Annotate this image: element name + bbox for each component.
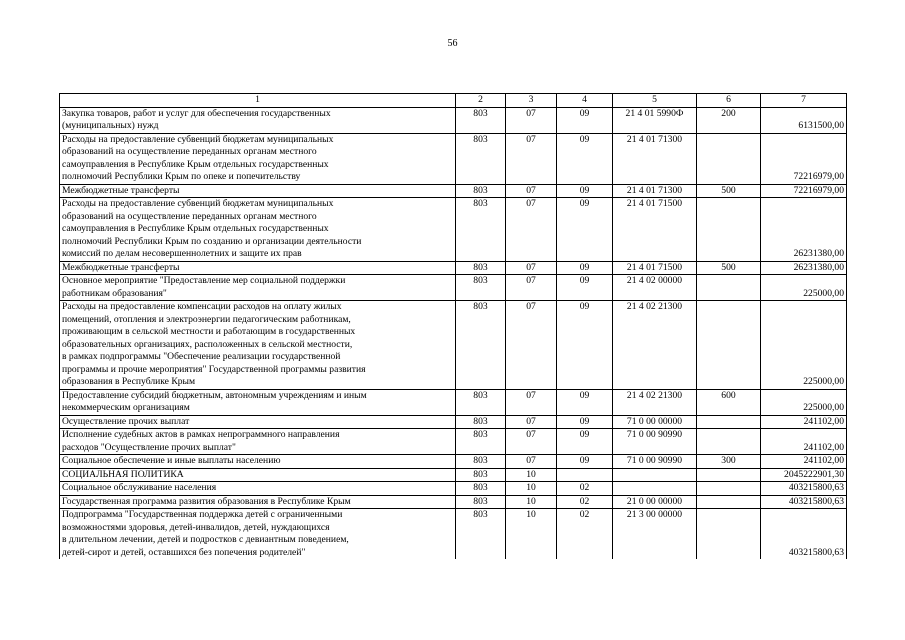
expense-name xyxy=(60,184,456,198)
expense-name-line: комиссий по делам несовершеннолетних и защите их прав xyxy=(62,248,302,259)
subsection-code: 09 xyxy=(557,455,613,469)
expense-name xyxy=(60,429,456,455)
expense-type-code xyxy=(697,133,761,184)
amount: 403215800,63 xyxy=(761,482,847,496)
table-row xyxy=(60,275,847,301)
expense-name xyxy=(60,133,456,184)
column-header-2: 2 xyxy=(456,94,506,108)
expense-name-line: работникам образования" xyxy=(62,287,167,299)
expense-name-line: расходов "Осуществление прочих выплат" xyxy=(62,441,236,453)
expense-name xyxy=(60,261,456,275)
expense-type-code: 500 xyxy=(697,184,761,198)
ministry-code: 803 xyxy=(456,468,506,482)
subsection-code: 02 xyxy=(557,482,613,496)
amount: 225000,00 xyxy=(761,275,847,301)
subsection-code: 02 xyxy=(557,495,613,509)
target-code: 71 0 00 90990 xyxy=(613,455,697,469)
subsection-code xyxy=(557,468,613,482)
expense-name xyxy=(60,482,456,496)
expense-name xyxy=(60,301,456,390)
budget-table xyxy=(59,93,847,559)
expense-name xyxy=(60,455,456,469)
expense-name-line: (муниципальных) нужд xyxy=(62,120,159,131)
expense-name-line: Государственная программа развития образования в Республике Крым xyxy=(62,495,351,507)
section-code: 07 xyxy=(506,184,557,198)
target-code: 21 3 00 00000 xyxy=(613,509,697,560)
column-header-row xyxy=(60,94,847,108)
expense-name-line: детей-сирот и детей, оставшихся без попечения родителей" xyxy=(62,546,306,558)
expense-name-line: образовательных организациях, расположенных в сельской местности, xyxy=(62,338,353,350)
expense-name xyxy=(60,198,456,262)
expense-name-line: некоммерческим организациям xyxy=(62,402,190,413)
ministry-code: 803 xyxy=(456,495,506,509)
amount: 241102,00 xyxy=(761,455,847,469)
section-code: 07 xyxy=(506,415,557,429)
section-code: 07 xyxy=(506,261,557,275)
column-header-7: 7 xyxy=(761,94,847,108)
section-code: 07 xyxy=(506,301,557,390)
subsection-code: 09 xyxy=(557,107,613,133)
expense-name-line: Расходы на предоставление субвенций бюджетам муниципальных xyxy=(62,133,334,145)
expense-name-line: Подпрограмма "Государственная поддержка детей с ограниченными xyxy=(62,509,343,520)
section-code: 10 xyxy=(506,509,557,560)
table-row xyxy=(60,133,847,184)
expense-name-line: Основное мероприятие "Предоставление мер социальной поддержки xyxy=(62,275,346,286)
expense-type-code xyxy=(697,495,761,509)
expense-name xyxy=(60,468,456,482)
expense-type-code: 200 xyxy=(697,107,761,133)
table-row xyxy=(60,495,847,509)
amount: 403215800,63 xyxy=(761,509,847,560)
target-code: 21 4 01 71300 xyxy=(613,133,697,184)
ministry-code: 803 xyxy=(456,107,506,133)
expense-type-code xyxy=(697,482,761,496)
target-code: 71 0 00 90990 xyxy=(613,429,697,455)
table-row xyxy=(60,389,847,415)
column-header-3: 3 xyxy=(506,94,557,108)
expense-type-code xyxy=(697,468,761,482)
expense-name-line: Закупка товаров, работ и услуг для обеспечения государственных xyxy=(62,107,331,119)
expense-name-line: полномочий Республики Крым по созданию и организации деятельности xyxy=(62,235,362,247)
target-code: 21 4 02 21300 xyxy=(613,389,697,415)
section-code: 07 xyxy=(506,107,557,133)
target-code: 21 4 01 5990Ф xyxy=(613,107,697,133)
section-code: 07 xyxy=(506,455,557,469)
expense-name-line: самоуправления в Республике Крым отдельных государственных xyxy=(62,223,329,234)
subsection-code: 09 xyxy=(557,275,613,301)
target-code: 21 0 00 00000 xyxy=(613,495,697,509)
amount: 2045222901,30 xyxy=(761,468,847,482)
section-code: 07 xyxy=(506,275,557,301)
ministry-code: 803 xyxy=(456,184,506,198)
section-code: 10 xyxy=(506,482,557,496)
expense-name-line: Расходы на предоставление субвенций бюджетам муниципальных xyxy=(62,198,334,209)
expense-name-line: Предоставление субсидий бюджетным, автономным учреждениям и иным xyxy=(62,389,367,401)
ministry-code: 803 xyxy=(456,429,506,455)
ministry-code: 803 xyxy=(456,133,506,184)
table-row xyxy=(60,482,847,496)
expense-name-line: программы и прочие мероприятия" Государственной программы развития xyxy=(62,363,366,375)
expense-name-line: в рамках подпрограммы "Обеспечение реализации государственной xyxy=(62,351,341,362)
expense-name-line: Социальное обеспечение и иные выплаты населению xyxy=(62,455,281,466)
target-code: 21 4 01 71500 xyxy=(613,198,697,262)
expense-type-code xyxy=(697,198,761,262)
table-row xyxy=(60,415,847,429)
table-row xyxy=(60,509,847,560)
amount: 72216979,00 xyxy=(761,184,847,198)
ministry-code: 803 xyxy=(456,415,506,429)
subsection-code: 09 xyxy=(557,198,613,262)
subsection-code: 09 xyxy=(557,389,613,415)
ministry-code: 803 xyxy=(456,455,506,469)
expense-name-line: возможностями здоровья, детей-инвалидов, детей, нуждающихся xyxy=(62,521,330,533)
table-row xyxy=(60,468,847,482)
expense-type-code: 600 xyxy=(697,389,761,415)
expense-name xyxy=(60,275,456,301)
expense-name-line: Межбюджетные трансферты xyxy=(62,184,180,196)
amount: 72216979,00 xyxy=(761,133,847,184)
subsection-code: 09 xyxy=(557,429,613,455)
expense-name-line: самоуправления в Республике Крым отдельных государственных xyxy=(62,158,329,170)
expense-name xyxy=(60,107,456,133)
target-code: 71 0 00 00000 xyxy=(613,415,697,429)
expense-name-line: Социальное обслуживание населения xyxy=(62,482,217,493)
expense-name xyxy=(60,389,456,415)
ministry-code: 803 xyxy=(456,301,506,390)
table-row xyxy=(60,301,847,390)
expense-name-line: в длительном лечении, детей и подростков с девиантным поведением, xyxy=(62,534,349,545)
expense-name-line: помещений, отопления и электроэнергии педагогическим работникам, xyxy=(62,313,351,325)
column-header-6: 6 xyxy=(697,94,761,108)
table-row xyxy=(60,261,847,275)
target-code: 21 4 01 71300 xyxy=(613,184,697,198)
amount: 225000,00 xyxy=(761,301,847,390)
expense-name-line: Исполнение судебных актов в рамках непрограммного направления xyxy=(62,429,340,440)
ministry-code: 803 xyxy=(456,261,506,275)
ministry-code: 803 xyxy=(456,389,506,415)
target-code: 21 4 02 21300 xyxy=(613,301,697,390)
target-code xyxy=(613,468,697,482)
expense-name xyxy=(60,495,456,509)
table-row xyxy=(60,107,847,133)
section-code: 10 xyxy=(506,495,557,509)
amount: 241102,00 xyxy=(761,429,847,455)
section-code: 07 xyxy=(506,198,557,262)
expense-type-code: 300 xyxy=(697,455,761,469)
table-row xyxy=(60,455,847,469)
expense-type-code xyxy=(697,275,761,301)
expense-name-line: образования в Республике Крым xyxy=(62,376,196,387)
amount: 225000,00 xyxy=(761,389,847,415)
amount: 241102,00 xyxy=(761,415,847,429)
ministry-code: 803 xyxy=(456,198,506,262)
expense-name xyxy=(60,415,456,429)
expense-name-line: образований на осуществление переданных органам местного xyxy=(62,210,317,222)
subsection-code: 09 xyxy=(557,133,613,184)
subsection-code: 09 xyxy=(557,184,613,198)
amount: 26231380,00 xyxy=(761,198,847,262)
expense-name-line: полномочий Республики Крым по опеке и попечительству xyxy=(62,171,301,182)
expense-name-line: образований на осуществление переданных органам местного xyxy=(62,146,317,157)
section-code: 07 xyxy=(506,429,557,455)
ministry-code: 803 xyxy=(456,482,506,496)
column-header-1: 1 xyxy=(60,94,456,108)
table-row xyxy=(60,429,847,455)
expense-name-line: Межбюджетные трансферты xyxy=(62,261,180,273)
ministry-code: 803 xyxy=(456,275,506,301)
amount: 403215800,63 xyxy=(761,495,847,509)
subsection-code: 09 xyxy=(557,261,613,275)
amount: 26231380,00 xyxy=(761,261,847,275)
expense-name xyxy=(60,509,456,560)
expense-type-code: 500 xyxy=(697,261,761,275)
subsection-code: 09 xyxy=(557,415,613,429)
section-code: 07 xyxy=(506,389,557,415)
expense-name-line: проживающим в сельской местности и работающим в государственных xyxy=(62,326,356,337)
expense-name-line: СОЦИАЛЬНАЯ ПОЛИТИКА xyxy=(62,468,184,480)
target-code xyxy=(613,482,697,496)
expense-type-code xyxy=(697,429,761,455)
column-header-5: 5 xyxy=(613,94,697,108)
column-header-4: 4 xyxy=(557,94,613,108)
expense-type-code xyxy=(697,301,761,390)
subsection-code: 02 xyxy=(557,509,613,560)
section-code: 07 xyxy=(506,133,557,184)
expense-name-line: Расходы на предоставление компенсации расходов на оплату жилых xyxy=(62,301,342,312)
expense-name-line: Осуществление прочих выплат xyxy=(62,415,190,427)
table-row xyxy=(60,198,847,262)
ministry-code: 803 xyxy=(456,509,506,560)
table-row xyxy=(60,184,847,198)
expense-type-code xyxy=(697,415,761,429)
page-number: 56 xyxy=(447,38,458,49)
target-code: 21 4 02 00000 xyxy=(613,275,697,301)
subsection-code: 09 xyxy=(557,301,613,390)
target-code: 21 4 01 71500 xyxy=(613,261,697,275)
section-code: 10 xyxy=(506,468,557,482)
expense-type-code xyxy=(697,509,761,560)
amount: 6131500,00 xyxy=(761,107,847,133)
